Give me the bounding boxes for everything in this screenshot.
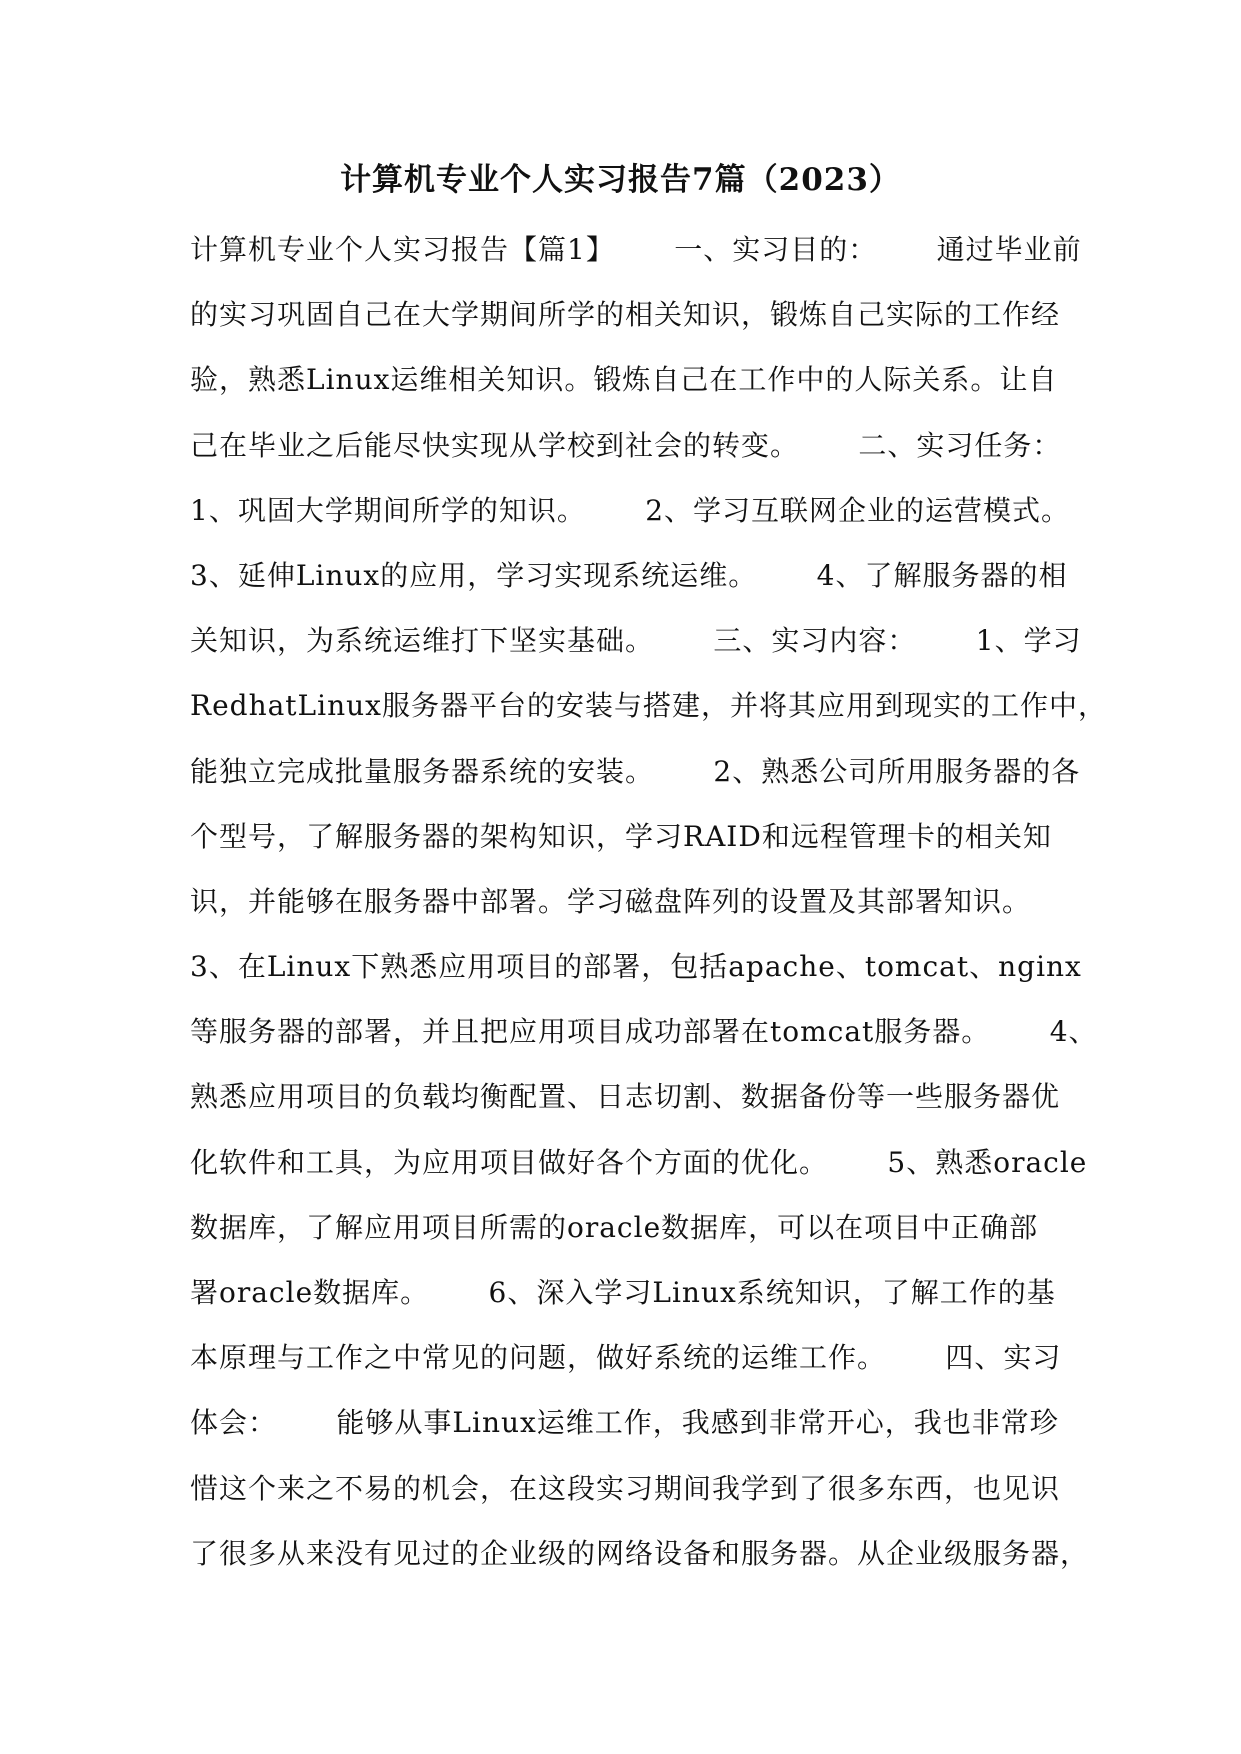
body-line: 验，熟悉Linux运维相关知识。锻炼自己在工作中的人际关系。让自: [190, 363, 1058, 397]
body-line: 化软件和工具，为应用项目做好各个方面的优化。 5、熟悉oracle: [190, 1145, 1088, 1179]
body-line: 惜这个来之不易的机会，在这段实习期间我学到了很多东西，也见识: [190, 1471, 1061, 1505]
body-line: 本原理与工作之中常见的问题，做好系统的运维工作。 四、实习: [190, 1341, 1062, 1375]
body-line: 3、在Linux下熟悉应用项目的部署，包括apache、tomcat、nginx: [190, 950, 1082, 984]
body-line: 了很多从来没有见过的企业级的网络设备和服务器。从企业级服务器，: [190, 1536, 1090, 1570]
body-line: 能独立完成批量服务器系统的安装。 2、熟悉公司所用服务器的各: [190, 754, 1081, 788]
body-line: 计算机专业个人实习报告【篇1】 一、实习目的： 通过毕业前: [190, 233, 1082, 266]
body-line: 3、延伸Linux的应用，学习实现系统运维。 4、了解服务器的相: [190, 558, 1068, 592]
body-line: RedhatLinux服务器平台的安装与搭建，并将其应用到现实的工作中，: [190, 689, 1107, 723]
body-line: 等服务器的部署，并且把应用项目成功部署在tomcat服务器。 4、: [190, 1015, 1098, 1049]
document-title: 计算机专业个人实习报告7篇（2023）: [340, 162, 901, 198]
body-line: 的实习巩固自己在大学期间所学的相关知识，锻炼自己实际的工作经: [190, 298, 1061, 332]
body-line: 署oracle数据库。 6、深入学习Linux系统知识，了解工作的基: [190, 1276, 1056, 1309]
body-line: 1、巩固大学期间所学的知识。 2、学习互联网企业的运营模式。: [190, 493, 1071, 527]
body-line: 关知识，为系统运维打下坚实基础。 三、实习内容： 1、学习: [190, 624, 1082, 658]
body-line: 识，并能够在服务器中部署。学习磁盘阵列的设置及其部署知识。: [190, 884, 1032, 918]
body-line: 己在毕业之后能尽快实现从学校到社会的转变。 二、实习任务：: [190, 428, 1062, 462]
body-line: 熟悉应用项目的负载均衡配置、日志切割、数据备份等一些服务器优: [190, 1080, 1061, 1114]
body-line: 体会： 能够从事Linux运维工作，我感到非常开心，我也非常珍: [190, 1406, 1059, 1440]
document-body: [190, 230, 1107, 1599]
body-line: 个型号，了解服务器的架构知识，学习RAID和远程管理卡的相关知: [190, 819, 1052, 853]
body-line: 数据库，了解应用项目所需的oracle数据库，可以在项目中正确部: [190, 1210, 1039, 1244]
